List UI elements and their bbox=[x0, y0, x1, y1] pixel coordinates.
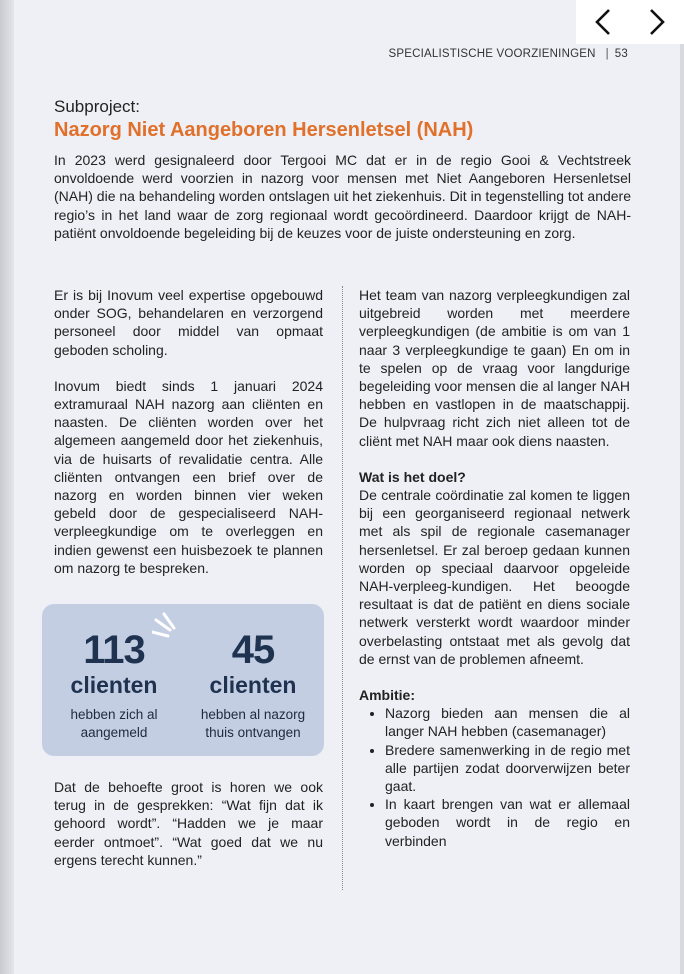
left-column bbox=[54, 286, 323, 577]
ambition-list bbox=[359, 704, 630, 850]
page-navigation bbox=[576, 0, 684, 44]
list-item: • Bredere samenwerking in de regio met alle partijen zodat doorverwijzen beter gaat. bbox=[385, 741, 630, 796]
expertise-paragraph: Er is bij Inovum veel expertise opgebouwd onder SOG, behandelaren en verzorgend personeel door middel van opmaat geboden scholing. bbox=[54, 287, 323, 358]
list-item: • In kaart brengen van wat er allemaal geboden wordt in de regio en verbinden bbox=[385, 795, 630, 850]
chevron-left-icon[interactable] bbox=[592, 7, 614, 37]
intro-paragraph: In 2023 werd gesignaleerd door Tergooi MC dat er in de regio Gooi & Vechtstreek onvoldoende werd voorzien in nazorg voor mensen met Niet Aangeboren Hersenletsel (NAH) die na behandeling worden ontslagen uit het ziekenhuis. Dit in tegenstelling tot andere regio’s in het land waar de zorg regionaal wordt gecoördineerd. Daardoor krijgt de NAH-patiënt onvoldoende begeleiding bij de keuzes voor de juiste ondersteuning en zorg. bbox=[54, 152, 631, 241]
page-number: 53 bbox=[614, 48, 628, 60]
chevron-right-icon[interactable] bbox=[646, 7, 668, 37]
page-title: Nazorg Niet Aangeboren Hersenletsel (NAH) bbox=[54, 119, 474, 141]
quote-paragraph: Dat de behoefte groot is horen we ook terug in de gesprekken: “Wat fijn dat ik gehoord wordt”. “Hadden we je maar eerder ontmoet”. “Wat goed dat we nu ergens terecht kunnen.” bbox=[54, 779, 323, 868]
running-header bbox=[389, 48, 628, 60]
page-edge bbox=[0, 0, 14, 974]
column-divider bbox=[342, 286, 343, 890]
stat-label: clienten bbox=[70, 672, 158, 698]
goal-heading: Wat is het doel? bbox=[359, 468, 466, 485]
subproject-label: Subproject: bbox=[54, 97, 140, 116]
stat-number: 113 bbox=[83, 628, 145, 672]
stat-registered bbox=[52, 628, 176, 742]
list-item: • Nazorg bieden aan mensen die al langer NAH hebben (casemanager) bbox=[385, 704, 630, 740]
ambition-heading: Ambitie: bbox=[359, 687, 415, 704]
header-separator: | bbox=[605, 48, 609, 60]
stat-received bbox=[188, 628, 318, 742]
goal-paragraph: De centrale coördinatie zal komen te liggen bij een georganiseerd regionaal netwerk met als spil de regionale casemanager hersenletsel. Er zal beroep gedaan kunnen worden op speciaal daarvoor opgeleide NAH-verpleeg-kundigen. Het beoogde resultaat is dat de patiënt en diens sociale netwerk versterkt wordt waardoor minder overbelasting ontstaat met als gevolg dat de ernst van de problemen afneemt. bbox=[359, 487, 630, 667]
section-name: SPECIALISTISCHE VOORZIENINGEN bbox=[388, 48, 596, 60]
stat-description: hebben zich al aangemeld bbox=[70, 707, 158, 741]
stat-description: hebben al nazorg thuis ontvangen bbox=[200, 707, 306, 741]
nazorg-paragraph: Inovum biedt sinds 1 januari 2024 extramuraal NAH nazorg aan cliënten en naasten. De cliënten worden over het algemeen aangemeld door het ziekenhuis, via de huisarts of revalidatie centra. Alle cliënten ontvangen een brief over de nazorg en worden binnen vier weken gebeld door de gespecialiseerd NAH- verpleegkundige om te overleggen en indien gewenst een huisbezoek te plannen om nazorg te bespreken. bbox=[54, 377, 323, 576]
stat-label: clienten bbox=[209, 672, 297, 698]
stat-number: 45 bbox=[231, 628, 275, 672]
right-column bbox=[359, 286, 630, 850]
team-paragraph: Het team van nazorg verpleegkundigen zal uitgebreid worden met meerdere verpleegkundigen (de ambitie is om van 1 naar 3 verpleegkundige te gaan) En om in te spelen op de vraag voor langdurige begeleiding voor mensen die al langer NAH hebben en vastlopen in de maatschappij. De hulpvraag richt zich niet alleen tot de cliënt met NAH maar ook diens naasten. bbox=[359, 287, 630, 449]
